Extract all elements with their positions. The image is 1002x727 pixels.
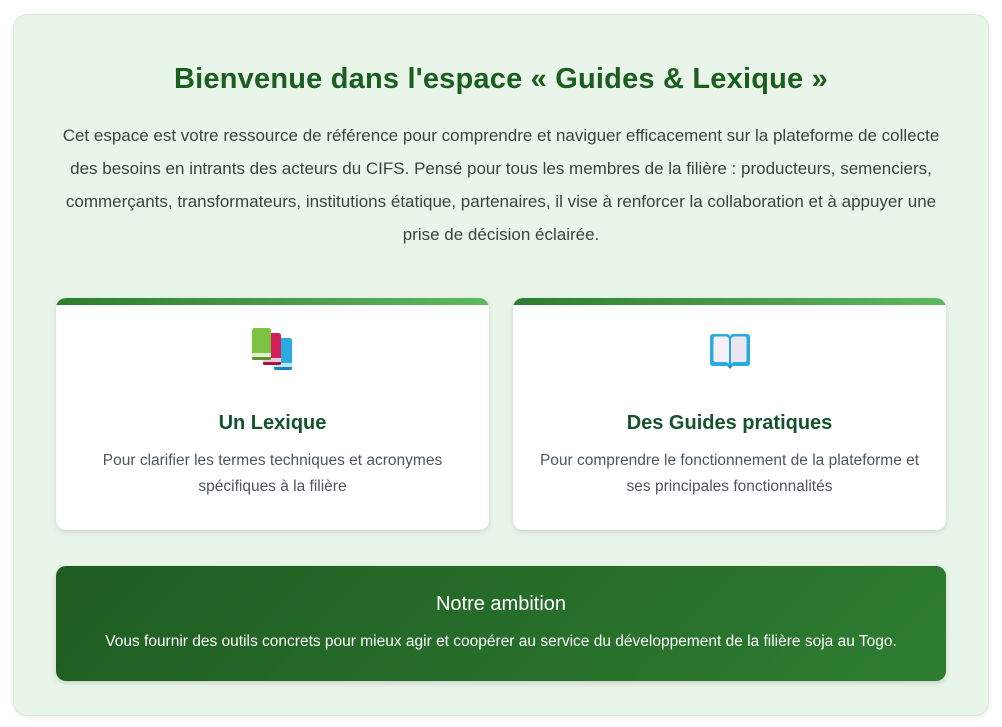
books-icon (249, 327, 297, 377)
lexique-card-body (56, 305, 489, 530)
guides-card-description: Pour comprendre le fonctionnement de la plateforme et ses principales fonctionnalités (539, 452, 920, 495)
guides-card[interactable] (513, 298, 946, 530)
lexique-card-description: Pour clarifier les termes techniques et acronymes spécifiques à la filière (102, 452, 443, 495)
cards-row (56, 298, 946, 530)
intro-paragraph: Cet espace est votre ressource de référence pour comprendre et naviguer efficacement sur la plateforme de collecte des besoins en intrants des acteurs du CIFS. Pensé pour tous les membres de la filière : producteurs, semenciers, commerçants, transformateurs, institutions étatique, partenaires, il vise à renforcer la collaboration et à appuyer une prise de décision éclairée. (62, 126, 940, 244)
ambition-banner-title: Notre ambition (435, 593, 567, 615)
guides-card-topbar (513, 298, 946, 305)
open-book-icon (706, 327, 754, 377)
ambition-banner (56, 566, 946, 681)
ambition-banner-text: Vous fournir des outils concrets pour mieux agir et coopérer au service du développement de la filière soja au Togo. (105, 633, 897, 650)
lexique-card-topbar (56, 298, 489, 305)
guides-lexique-panel (13, 14, 989, 716)
lexique-card[interactable] (56, 298, 489, 530)
guides-card-title: Des Guides pratiques (626, 412, 833, 434)
page-title: Bienvenue dans l'espace « Guides & Lexique » (174, 63, 828, 95)
guides-card-body (513, 305, 946, 530)
lexique-card-title: Un Lexique (218, 412, 327, 434)
